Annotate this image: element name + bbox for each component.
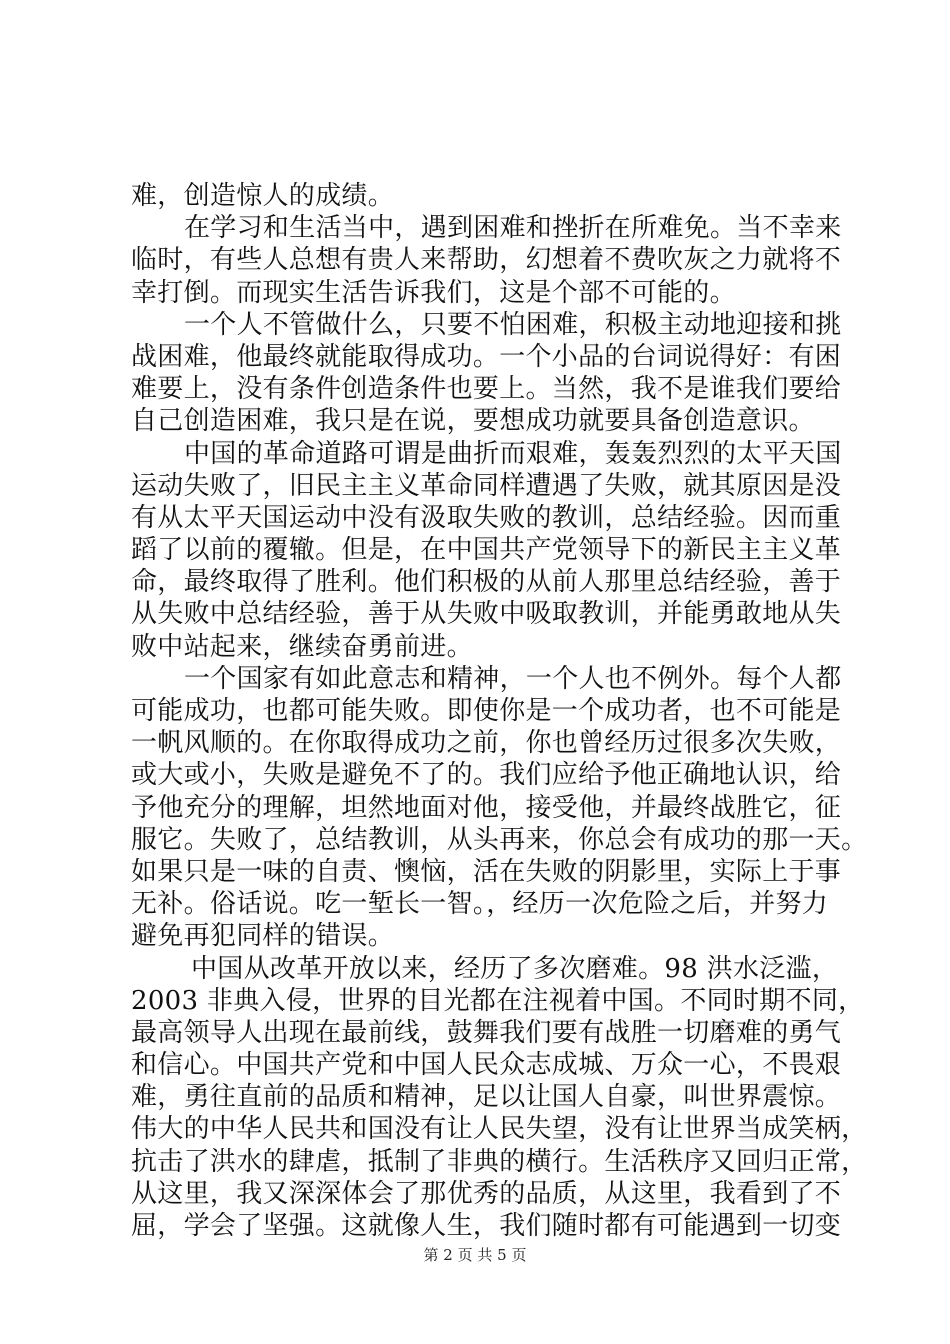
text-line: 屈，学会了坚强。这就像人生，我们随时都有可能遇到一切变: [131, 1211, 842, 1241]
text-line: 一个国家有如此意志和精神，一个人也不例外。每个人都: [184, 663, 842, 694]
text-line: 最高领导人出现在最前线，鼓舞我们要有战胜一切磨难的勇气: [131, 1017, 842, 1048]
text-line: 如果只是一味的自责、懊恼，活在失败的阴影里，实际上于事: [131, 856, 842, 887]
text-line: 伟大的中华人民共和国没有让人民失望，没有让世界当成笑柄，: [131, 1114, 868, 1145]
text-line: 2003 非典入侵，世界的目光都在注视着中国。不同时期不同，: [131, 985, 865, 1016]
text-line: 运动失败了，旧民主主义革命同样遭遇了失败，就其原因是没: [131, 470, 842, 501]
text-line: 幸打倒。而现实生活告诉我们，这是个部不可能的。: [131, 277, 736, 308]
text-line: 中国的革命道路可谓是曲折而艰难，轰轰烈烈的太平天国: [184, 438, 842, 469]
text-line: 中国从改革开放以来，经历了多次磨难。98 洪水泛滥，: [191, 953, 839, 984]
page-number-label: 第 2 页 共 5 页: [423, 1246, 527, 1264]
text-line: 和信心。中国共产党和中国人民众志成城、万众一心，不畏艰: [131, 1050, 842, 1081]
page-footer: [0, 1244, 950, 1265]
text-line: 抗击了洪水的肆虐，抵制了非典的横行。生活秩序又回归正常，: [131, 1146, 868, 1177]
text-line: 蹈了以前的覆辙。但是，在中国共产党领导下的新民主主义革: [131, 535, 842, 566]
text-line: 有从太平天国运动中没有汲取失败的教训，总结经验。因而重: [131, 502, 842, 533]
text-line: 难，创造惊人的成绩。: [131, 181, 395, 211]
text-line: 从这里，我又深深体会了那优秀的品质，从这里，我看到了不: [131, 1178, 842, 1209]
text-line: 自己创造困难，我只是在说，要想成功就要具备创造意识。: [131, 406, 815, 437]
text-line: 命，最终取得了胜利。他们积极的从前人那里总结经验，善于: [131, 567, 842, 598]
text-line: 一帆风顺的。在你取得成功之前，你也曾经历过很多次失败，: [131, 728, 842, 759]
text-line: 临时，有些人总想有贵人来帮助，幻想着不费吹灰之力就将不: [131, 245, 842, 276]
body-text: [131, 180, 868, 1242]
text-line: 一个人不管做什么，只要不怕困难，积极主动地迎接和挑: [184, 309, 842, 340]
text-line: 服它。失败了，总结教训，从头再来，你总会有成功的那一天。: [131, 824, 868, 855]
text-line: 可能成功，也都可能失败。即使你是一个成功者，也不可能是: [131, 696, 842, 726]
text-line: 在学习和生活当中，遇到困难和挫折在所难免。当不幸来: [184, 213, 842, 244]
text-line: 无补。俗话说。吃一堑长一智。，经历一次危险之后，并努力: [131, 889, 829, 920]
text-line: 予他充分的理解，坦然地面对他，接受他，并最终战胜它，征: [131, 792, 842, 823]
text-line: 败中站起来，继续奋勇前进。: [131, 631, 473, 662]
text-line: 战困难，他最终就能取得成功。一个小品的台词说得好：有困: [131, 341, 842, 372]
text-line: 难，勇往直前的品质和精神，足以让国人自豪，叫世界震惊。: [131, 1082, 842, 1113]
text-line: 避免再犯同样的错误。: [131, 921, 395, 952]
text-line: 难要上，没有条件创造条件也要上。当然，我不是谁我们要给: [131, 374, 842, 405]
text-line: 从失败中总结经验，善于从失败中吸取教训，并能勇敢地从失: [131, 599, 842, 630]
text-line: 或大或小，失败是避免不了的。我们应给予他正确地认识，给: [131, 760, 842, 791]
